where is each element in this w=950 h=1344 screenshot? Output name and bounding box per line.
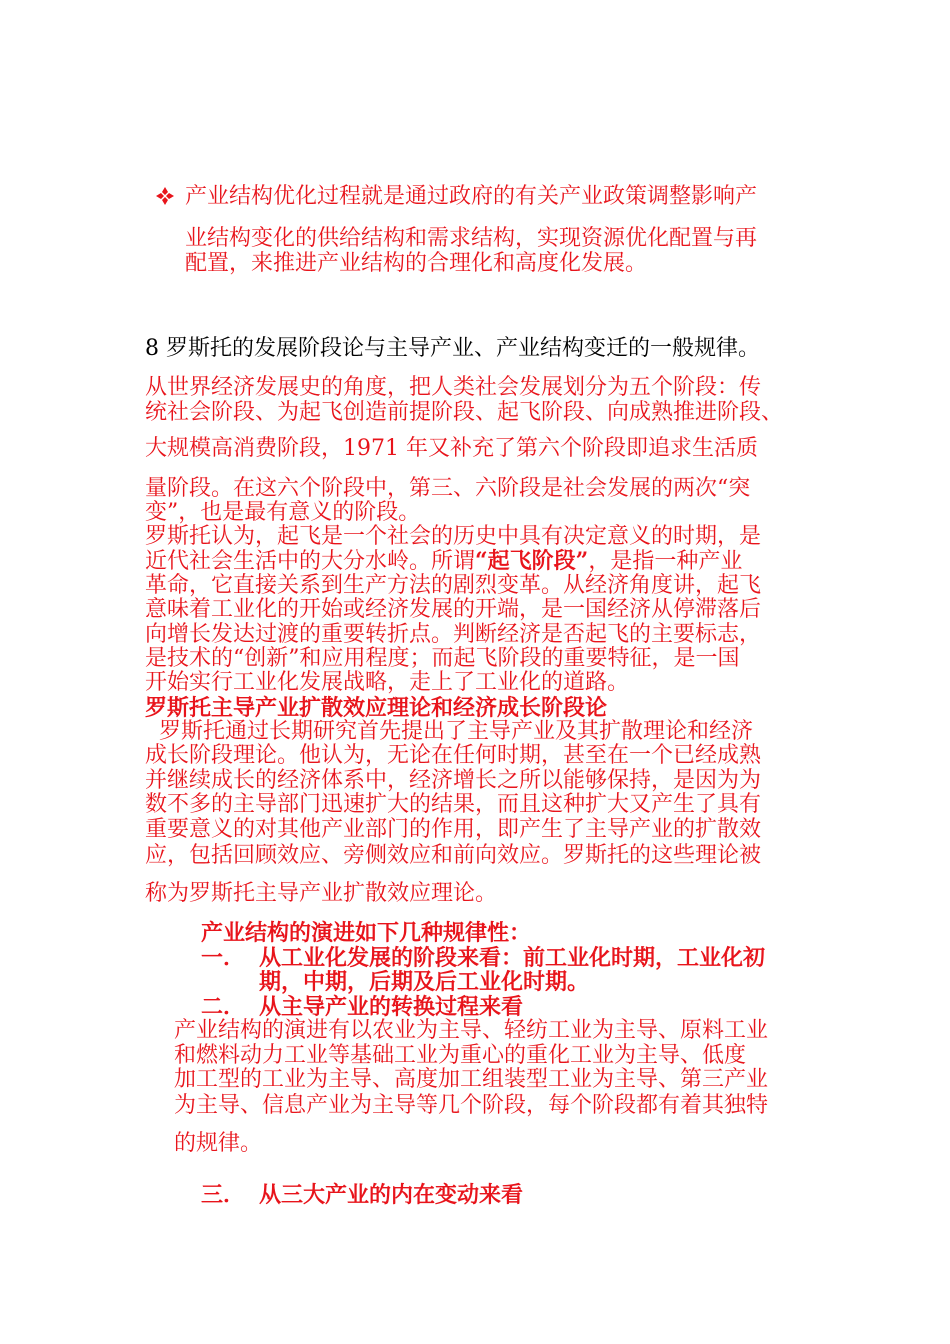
para2-line: 意味着工业化的开始或经济发展的开端，是一国经济从停滞落后 — [145, 597, 762, 622]
section-8-heading: 8 罗斯托的发展阶段论与主导产业、产业结构变迁的一般规律。 — [145, 336, 760, 361]
law-2-title: 从主导产业的转换过程来看 — [259, 994, 524, 1020]
para1-line: 从世界经济发展史的角度，把人类社会发展划分为五个阶段：传 — [145, 375, 762, 400]
para3-line: 并继续成长的经济体系中，经济增长之所以能够保持，是因为为 — [145, 768, 762, 793]
para3-line: 重要意义的对其他产业部门的作用，即产生了主导产业的扩散效 — [145, 817, 762, 842]
bullet-line-2: 业结构变化的供给结构和需求结构，实现资源优化配置与再 — [185, 226, 758, 251]
para1-line: 变”，也是最有意义的阶段。 — [145, 500, 421, 525]
para3-line: 成长阶段理论。他认为，无论在任何时期，甚至在一个已经成熟 — [145, 743, 762, 768]
theory-heading: 罗斯托主导产业扩散效应理论和经济成长阶段论 — [145, 695, 608, 721]
para1-line: 量阶段。在这六个阶段中，第三、六阶段是社会发展的两次“突 — [145, 476, 751, 501]
takeoff-stage-term: “起飞阶段” — [475, 548, 589, 574]
para1-line: 统社会阶段、为起飞创造前提阶段、起飞阶段、向成熟推进阶段、 — [145, 400, 784, 425]
para2-text-before: 近代社会生活中的大分水岭。所谓 — [145, 549, 476, 574]
para1-line: 大规模高消费阶段，1971 年又补充了第六个阶段即追求生活质 — [145, 436, 758, 461]
law-1-line-1: 从工业化发展的阶段来看：前工业化时期，工业化初 — [259, 945, 766, 971]
para3-line: 应，包括回顾效应、旁侧效应和前向效应。罗斯托的这些理论被 — [145, 843, 762, 868]
para2-line: 向增长发达过渡的重要转折点。判断经济是否起飞的主要标志， — [145, 622, 762, 647]
para3-line: 数不多的主导部门迅速扩大的结果，而且这种扩大又产生了具有 — [145, 792, 762, 817]
para3-line: 称为罗斯托主导产业扩散效应理论。 — [145, 881, 498, 906]
law-2-body-line: 产业结构的演进有以农业为主导、轻纺工业为主导、原料工业 — [174, 1018, 769, 1043]
law-3-number: 三． — [201, 1182, 246, 1208]
para2-text-after: ，是指一种产业 — [588, 549, 743, 574]
para2-line: 罗斯托认为，起飞是一个社会的历史中具有决定意义的时期，是 — [145, 524, 762, 549]
para3-line: 罗斯托通过长期研究首先提出了主导产业及其扩散理论和经济 — [145, 719, 753, 744]
law-2-body-line: 加工型的工业为主导、高度加工组装型工业为主导、第三产业 — [174, 1067, 769, 1092]
law-2-body-line: 为主导、信息产业为主导等几个阶段，每个阶段都有着其独特 — [174, 1093, 769, 1118]
law-2-body-line: 的规律。 — [174, 1131, 263, 1156]
para2-line: 是技术的“创新”和应用程度；而起飞阶段的重要特征，是一国 — [145, 646, 740, 671]
para2-line: 革命，它直接关系到生产方法的剧烈变革。从经济角度讲，起飞 — [145, 573, 762, 598]
para2-line: 开始实行工业化发展战略，走上了工业化的道路。 — [145, 670, 630, 695]
para2-line-with-bold — [145, 548, 742, 575]
law-2-body-line: 和燃料动力工业等基础工业为重心的重化工业为主导、低度 — [174, 1043, 747, 1068]
law-1-number: 一． — [201, 945, 246, 971]
bullet-line-1: 产业结构优化过程就是通过政府的有关产业政策调整影响产 — [185, 184, 758, 209]
law-1-line-2: 期，中期，后期及后工业化时期。 — [259, 969, 590, 995]
bullet-line-3: 配置，来推进产业结构的合理化和高度化发展。 — [185, 251, 648, 276]
diamond-bullet-icon — [156, 187, 174, 205]
law-2-number: 二． — [201, 994, 246, 1020]
law-3-title: 从三大产业的内在变动来看 — [259, 1182, 524, 1208]
laws-heading: 产业结构的演进如下几种规律性： — [201, 920, 532, 946]
